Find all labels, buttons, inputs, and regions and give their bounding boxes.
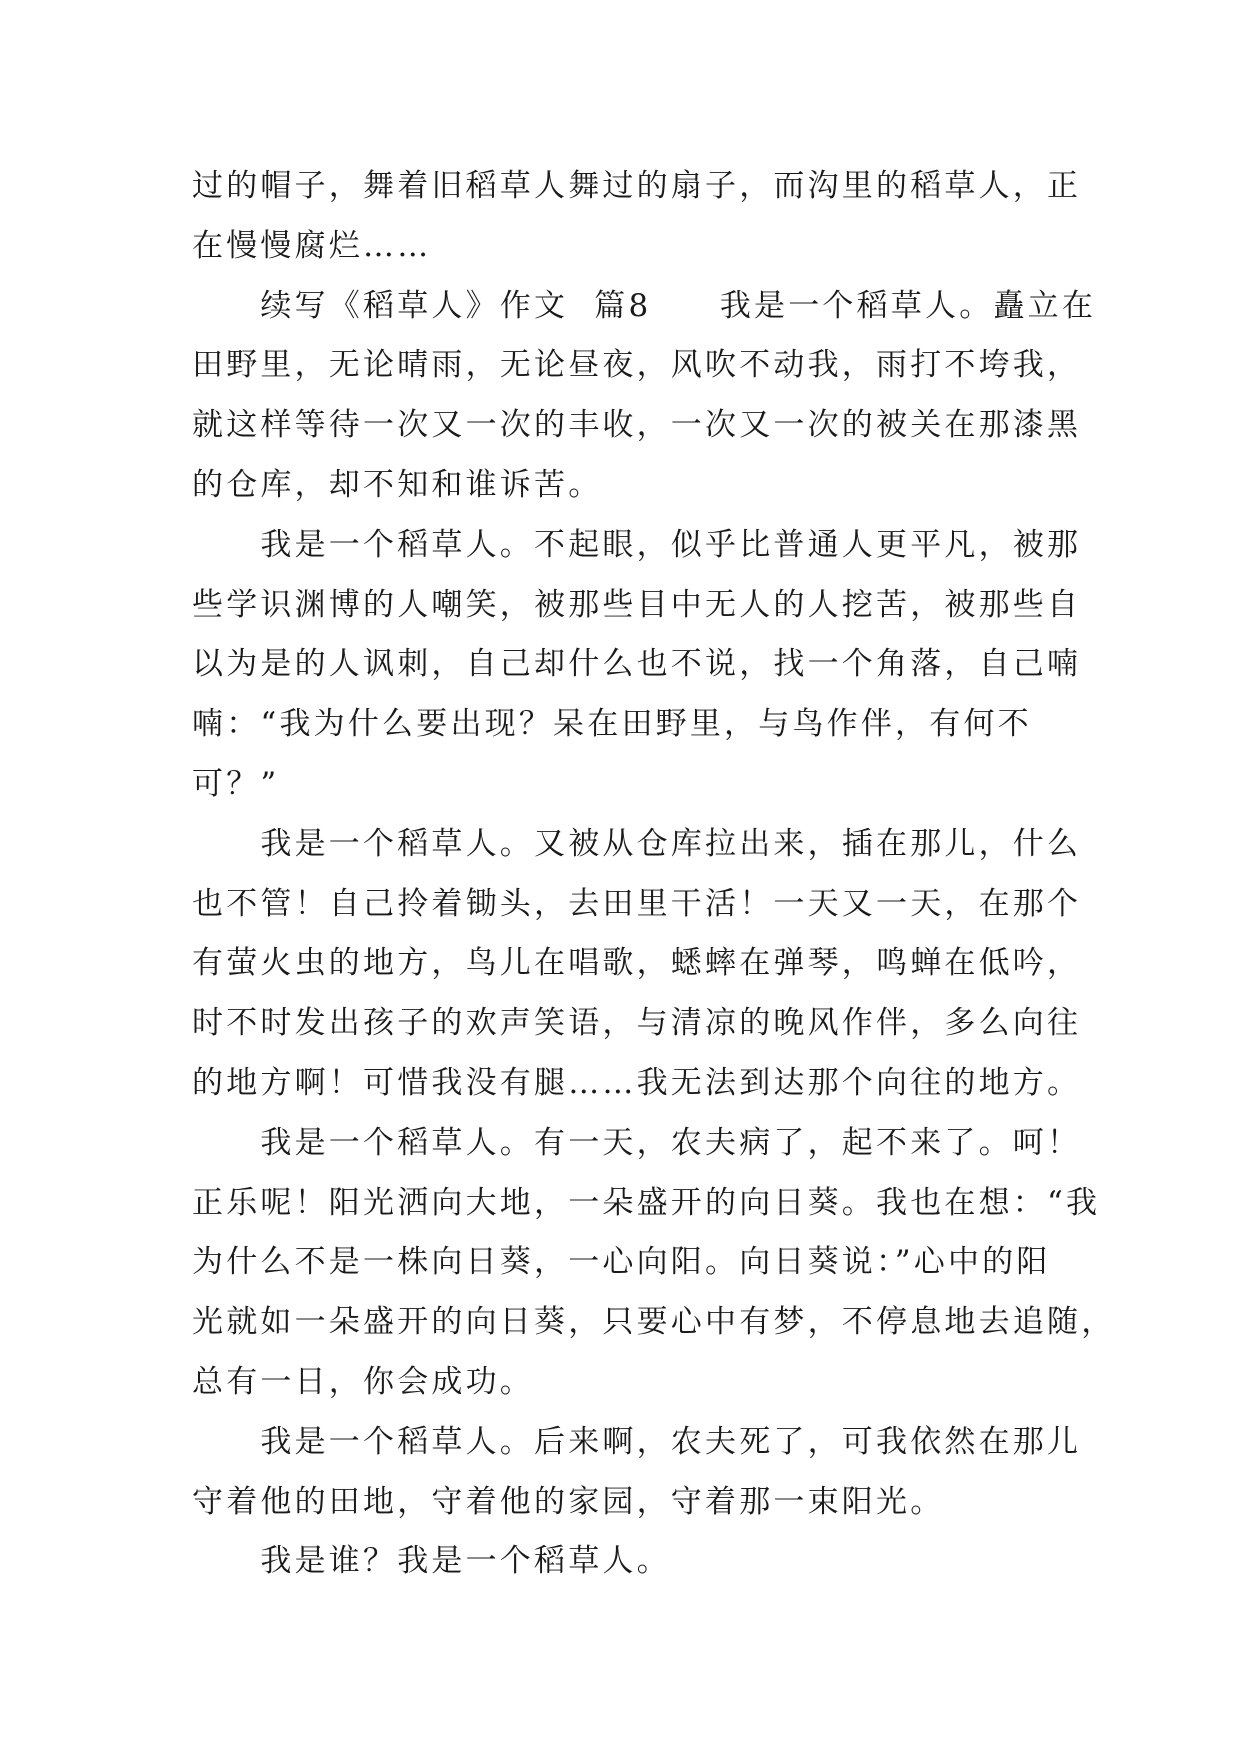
text-line: 有萤火虫的地方，鸟儿在唱歌，蟋蟀在弹琴，鸣蝉在低吟， [192,945,1082,982]
text-line: 总有一日，你会成功。 [192,1363,534,1400]
text-line: 以为是的人讽刺，自己却什么也不说，找一个角落，自己喃 [192,646,1082,683]
text-line: 我是一个稻草人。又被从仓库拉出来，插在那儿，什么 [192,825,1082,862]
text-line: 我是一个稻草人。不起眼，似乎比普通人更平凡，被那 [192,526,1082,563]
text-line: 我是一个稻草人。后来啊，农夫死了，可我依然在那儿 [192,1423,1082,1460]
text-line: 田野里，无论晴雨，无论昼夜，风吹不动我，雨打不垮我， [192,347,1082,384]
document-body [192,157,1116,1592]
text-line: 我是谁？我是一个稻草人。 [192,1543,671,1580]
text-line: 我是一个稻草人。有一天，农夫病了，起不来了。呵！ [192,1124,1082,1161]
text-line: 也不管！自己拎着锄头，去田里干活！一天又一天，在那个 [192,885,1082,922]
text-line: 时不时发出孩子的欢声笑语，与清凉的晚风作伴，多么向往 [192,1005,1082,1042]
section-heading-line: 续写《稻草人》作文 篇8 我是一个稻草人。矗立在 [192,287,1097,324]
text-line: 过的帽子，舞着旧稻草人舞过的扇子，而沟里的稻草人，正 [192,168,1082,204]
text-line: 的仓库，却不知和谁诉苦。 [192,466,603,503]
text-line: 些学识渊博的人嘲笑，被那些目中无人的人挖苦，被那些自 [192,586,1082,623]
text-line: 光就如一朵盛开的向日葵，只要心中有梦，不停息地去追随， [192,1304,1116,1341]
text-line: 可？” [192,765,280,802]
text-line: 喃：“我为什么要出现？呆在田野里，与鸟作伴，有何不 [192,706,1032,743]
text-line: 在慢慢腐烂…… [192,227,432,264]
text-line: 守着他的田地，守着他的家园，守着那一束阳光。 [192,1483,945,1520]
text-line: 的地方啊！可惜我没有腿……我无法到达那个向往的地方。 [192,1064,1082,1101]
text-line: 正乐呢！阳光洒向大地，一朵盛开的向日葵。我也在想：“我 [192,1184,1101,1221]
text-line: 为什么不是一株向日葵，一心向阳。向日葵说：”心中的阳 [192,1244,1051,1281]
text-line: 就这样等待一次又一次的丰收，一次又一次的被关在那漆黑 [192,407,1082,444]
